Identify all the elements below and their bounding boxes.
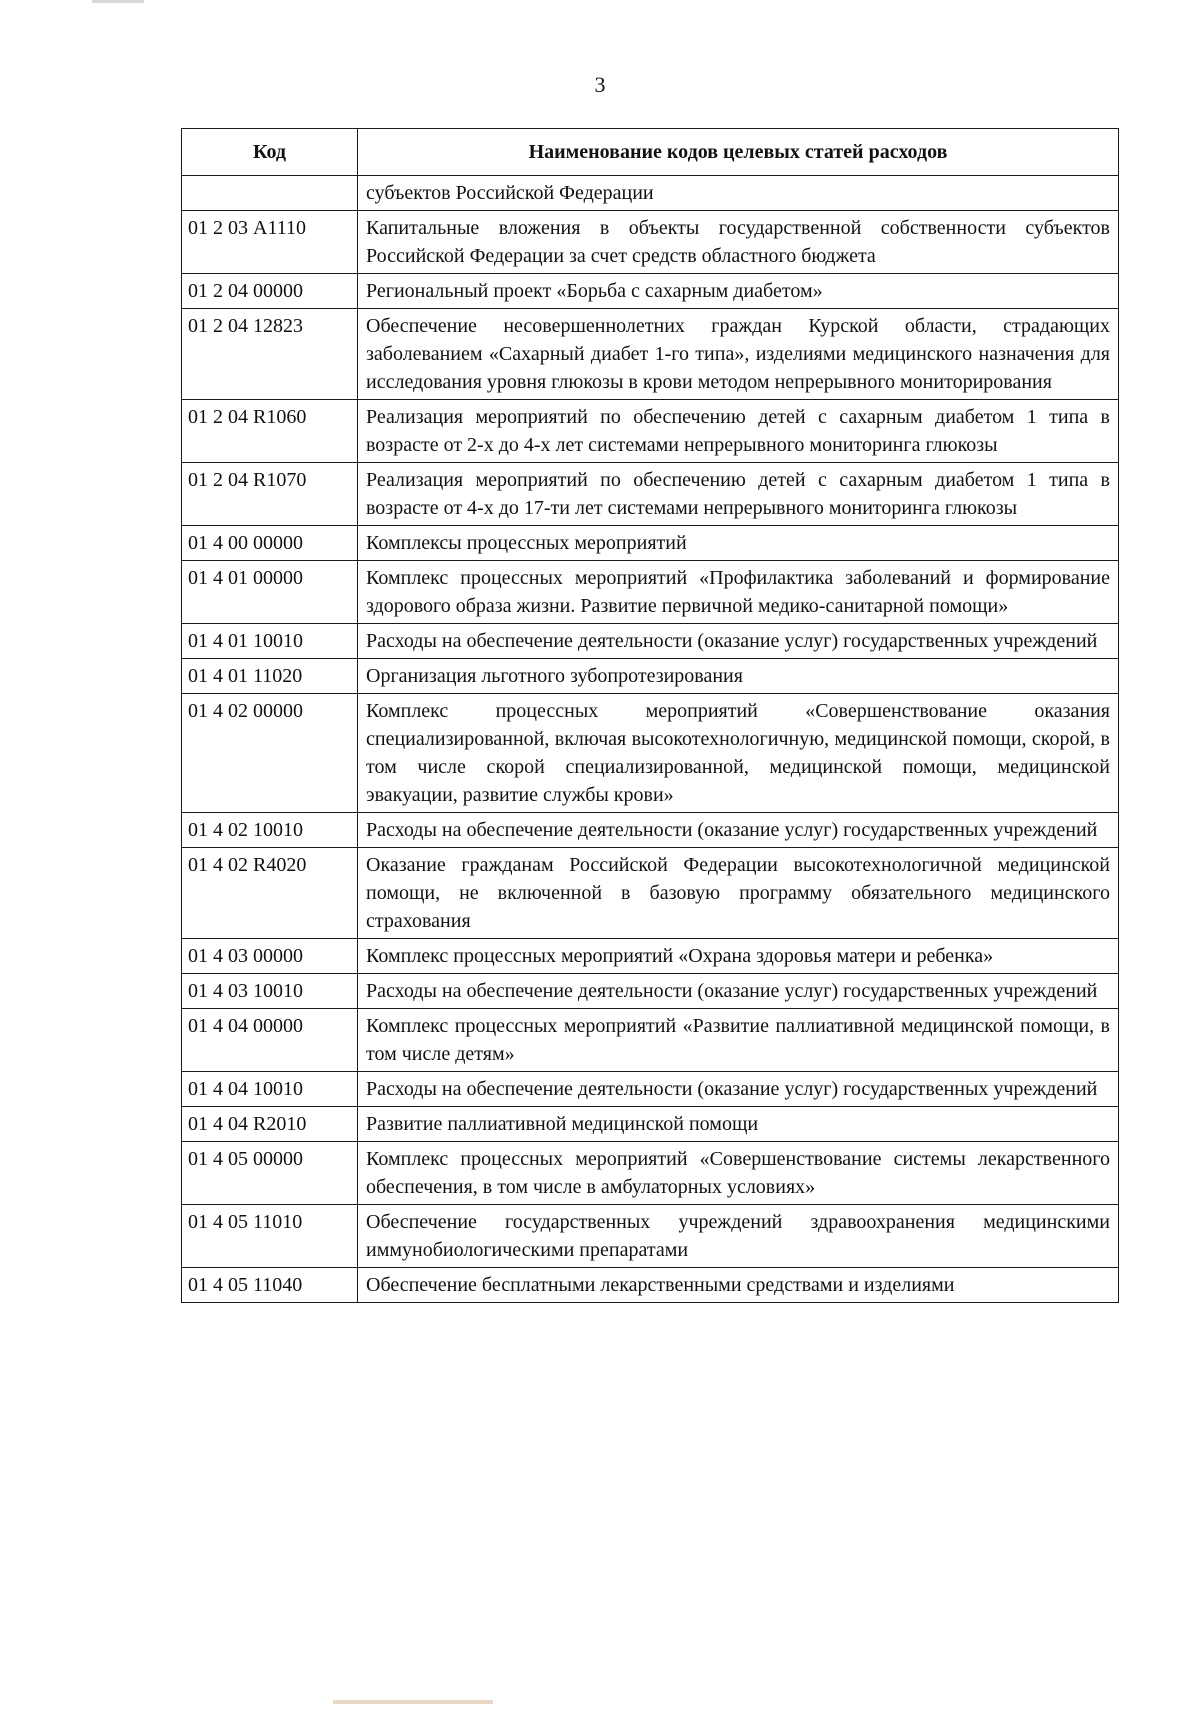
table-body (182, 176, 1119, 1303)
name-cell: Расходы на обеспечение деятельности (оказание услуг) государственных учреждений (358, 1072, 1119, 1107)
table-row (182, 211, 1119, 274)
table-row (182, 1142, 1119, 1205)
name-cell: Реализация мероприятий по обеспечению детей с сахарным диабетом 1 типа в возрасте от 4-х до 17-ти лет системами непрерывного мониторинга глюкозы (358, 463, 1119, 526)
name-cell: Региональный проект «Борьба с сахарным диабетом» (358, 274, 1119, 309)
name-cell: Капитальные вложения в объекты государственной собственности субъектов Российской Федерации за счет средств областного бюджета (358, 211, 1119, 274)
table-row (182, 974, 1119, 1009)
table-row (182, 694, 1119, 813)
table-row (182, 1107, 1119, 1142)
code-cell: 01 4 01 10010 (182, 624, 358, 659)
code-cell: 01 4 00 00000 (182, 526, 358, 561)
scan-artifact (92, 0, 144, 3)
header-name: Наименование кодов целевых статей расходов (358, 129, 1119, 176)
name-cell: Реализация мероприятий по обеспечению детей с сахарным диабетом 1 типа в возрасте от 2-х до 4-х лет системами непрерывного мониторинга глюкозы (358, 400, 1119, 463)
name-cell: Комплекс процессных мероприятий «Совершенствование системы лекарственного обеспечения, в том числе в амбулаторных условиях» (358, 1142, 1119, 1205)
name-cell: Обеспечение государственных учреждений здравоохранения медицинскими иммунобиологическими препаратами (358, 1205, 1119, 1268)
code-cell: 01 4 03 00000 (182, 939, 358, 974)
code-cell: 01 2 04 R1060 (182, 400, 358, 463)
name-cell: Расходы на обеспечение деятельности (оказание услуг) государственных учреждений (358, 813, 1119, 848)
table-row (182, 813, 1119, 848)
code-cell: 01 2 04 12823 (182, 309, 358, 400)
table-header-row (182, 129, 1119, 176)
name-cell: Оказание гражданам Российской Федерации высокотехнологичной медицинской помощи, не включенной в базовую программу обязательного медицинского страхования (358, 848, 1119, 939)
name-cell: Комплекс процессных мероприятий «Профилактика заболеваний и формирование здорового образа жизни. Развитие первичной медико-санитарной помощи» (358, 561, 1119, 624)
code-cell: 01 4 01 00000 (182, 561, 358, 624)
header-code: Код (182, 129, 358, 176)
scan-artifact (333, 1700, 493, 1704)
name-cell: Развитие паллиативной медицинской помощи (358, 1107, 1119, 1142)
code-cell: 01 4 04 R2010 (182, 1107, 358, 1142)
name-cell: Организация льготного зубопротезирования (358, 659, 1119, 694)
table-header (182, 129, 1119, 176)
code-cell: 01 4 04 00000 (182, 1009, 358, 1072)
name-cell: Комплекс процессных мероприятий «Охрана здоровья матери и ребенка» (358, 939, 1119, 974)
code-cell: 01 4 02 R4020 (182, 848, 358, 939)
name-cell: Расходы на обеспечение деятельности (оказание услуг) государственных учреждений (358, 624, 1119, 659)
name-cell: субъектов Российской Федерации (358, 176, 1119, 211)
table-row (182, 939, 1119, 974)
table-row (182, 526, 1119, 561)
table-row (182, 1268, 1119, 1303)
name-cell: Обеспечение бесплатными лекарственными средствами и изделиями (358, 1268, 1119, 1303)
table-row (182, 463, 1119, 526)
table-row (182, 309, 1119, 400)
table-row (182, 1072, 1119, 1107)
code-cell: 01 4 01 11020 (182, 659, 358, 694)
table-row (182, 274, 1119, 309)
table-row (182, 659, 1119, 694)
code-cell (182, 176, 358, 211)
code-cell: 01 2 04 00000 (182, 274, 358, 309)
code-cell: 01 4 03 10010 (182, 974, 358, 1009)
name-cell: Комплексы процессных мероприятий (358, 526, 1119, 561)
table-row (182, 400, 1119, 463)
name-cell: Расходы на обеспечение деятельности (оказание услуг) государственных учреждений (358, 974, 1119, 1009)
table-row (182, 176, 1119, 211)
code-cell: 01 2 03 А1110 (182, 211, 358, 274)
page-number: 3 (594, 72, 606, 97)
name-cell: Комплекс процессных мероприятий «Развитие паллиативной медицинской помощи, в том числе детям» (358, 1009, 1119, 1072)
table-row (182, 561, 1119, 624)
budget-codes-table (181, 128, 1119, 1303)
code-cell: 01 4 04 10010 (182, 1072, 358, 1107)
name-cell: Комплекс процессных мероприятий «Совершенствование оказания специализированной, включая высокотехнологичную, медицинской помощи, скорой, в том числе скорой специализированной, медицинской помощи, медицинской эвакуации, развитие службы крови» (358, 694, 1119, 813)
code-cell: 01 4 05 00000 (182, 1142, 358, 1205)
code-cell: 01 2 04 R1070 (182, 463, 358, 526)
table-row (182, 624, 1119, 659)
code-cell: 01 4 02 10010 (182, 813, 358, 848)
name-cell: Обеспечение несовершеннолетних граждан Курской области, страдающих заболеванием «Сахарный диабет 1-го типа», изделиями медицинского назначения для исследования уровня глюкозы в крови методом непрерывного мониторирования (358, 309, 1119, 400)
code-cell: 01 4 05 11010 (182, 1205, 358, 1268)
table-row (182, 1205, 1119, 1268)
code-cell: 01 4 05 11040 (182, 1268, 358, 1303)
table-row (182, 848, 1119, 939)
table-row (182, 1009, 1119, 1072)
code-cell: 01 4 02 00000 (182, 694, 358, 813)
